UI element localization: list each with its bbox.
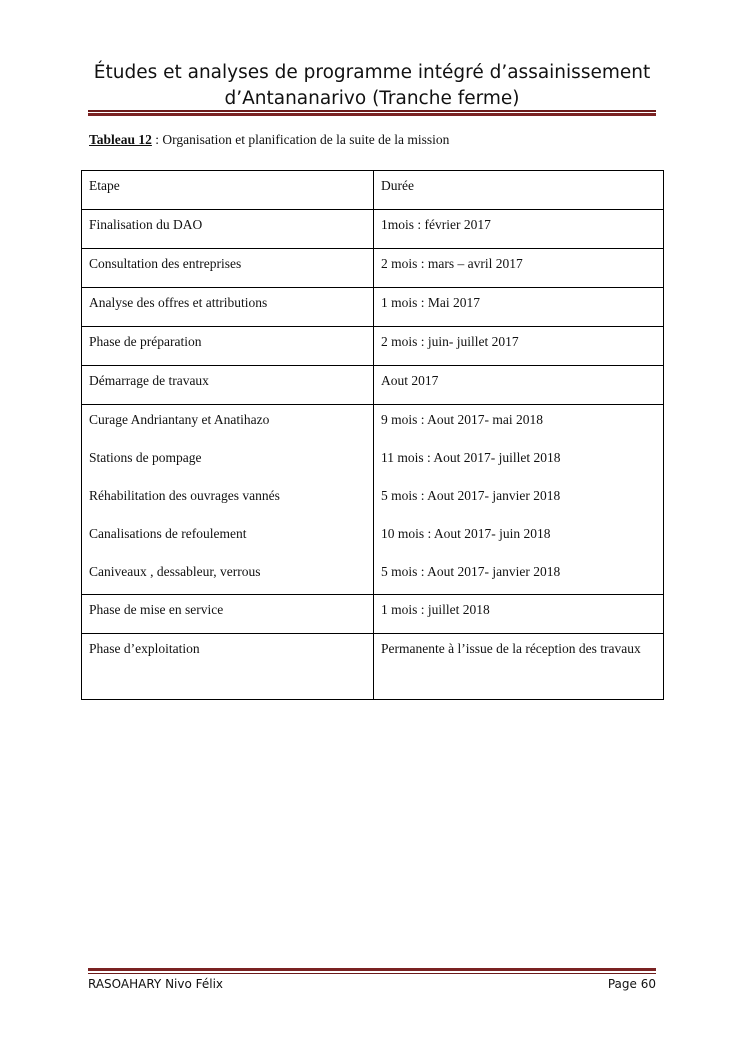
works-etape-item: Caniveaux , dessableur, verrous: [89, 564, 261, 579]
duree-cell: Aout 2017: [374, 366, 664, 405]
works-duree-item: 9 mois : Aout 2017- mai 2018: [381, 412, 543, 427]
table-row: [82, 595, 664, 634]
works-duree-item: 10 mois : Aout 2017- juin 2018: [381, 526, 551, 541]
header-rule-thick: [88, 113, 656, 116]
works-etape-item: Curage Andriantany et Anatihazo: [89, 412, 270, 427]
table-header-row: [82, 171, 664, 210]
duree-cell: 1 mois : Mai 2017: [374, 288, 664, 327]
table-row-exploitation: [82, 634, 664, 700]
table-row: [82, 366, 664, 405]
etape-cell: Phase d’exploitation: [82, 634, 374, 700]
works-duree-cell: [374, 405, 664, 595]
etape-cell: Phase de préparation: [82, 327, 374, 366]
header-cell-duree: Durée: [374, 171, 664, 210]
header-rule-thin: [88, 110, 656, 112]
duree-cell: 1mois : février 2017: [374, 210, 664, 249]
duree-cell: [374, 634, 664, 700]
works-etape-item: Canalisations de refoulement: [89, 526, 247, 541]
works-etape-cell: [82, 405, 374, 595]
table-caption-text: : Organisation et planification de la suite de la mission: [151, 132, 450, 147]
table-row-works: [82, 405, 664, 595]
footer-rule-thin: [88, 973, 656, 974]
works-duree-item: 5 mois : Aout 2017- janvier 2018: [381, 488, 561, 503]
etape-cell: Finalisation du DAO: [82, 210, 374, 249]
document-header-title: [88, 60, 656, 112]
table-row: [82, 210, 664, 249]
table-row: [82, 249, 664, 288]
exploitation-duree-text: Permanente à l’issue de la réception des travaux: [381, 641, 641, 656]
works-etape-item: Réhabilitation des ouvrages vannés: [89, 488, 280, 503]
header-title-line-1: Études et analyses de programme intégré d’assainissement: [93, 62, 651, 83]
footer-page-number: Page 60: [607, 977, 656, 991]
table-caption-label: Tableau 12: [89, 132, 152, 147]
header-title-line-2: d’Antananarivo (Tranche ferme): [224, 88, 520, 109]
table-caption: [89, 132, 449, 148]
planning-table: [81, 170, 664, 700]
works-duree-item: 11 mois : Aout 2017- juillet 2018: [381, 450, 561, 465]
etape-cell: Analyse des offres et attributions: [82, 288, 374, 327]
footer-rule-thick: [88, 968, 656, 971]
footer-author: RASOAHARY Nivo Félix: [88, 977, 224, 991]
etape-cell: Consultation des entreprises: [82, 249, 374, 288]
duree-cell: 2 mois : mars – avril 2017: [374, 249, 664, 288]
duree-cell: 1 mois : juillet 2018: [374, 595, 664, 634]
works-etape-item: Stations de pompage: [89, 450, 202, 465]
table-row: [82, 327, 664, 366]
duree-cell: 2 mois : juin- juillet 2017: [374, 327, 664, 366]
etape-cell: Démarrage de travaux: [82, 366, 374, 405]
works-duree-item: 5 mois : Aout 2017- janvier 2018: [381, 564, 561, 579]
header-cell-etape: Etape: [82, 171, 374, 210]
etape-cell: Phase de mise en service: [82, 595, 374, 634]
table-row: [82, 288, 664, 327]
